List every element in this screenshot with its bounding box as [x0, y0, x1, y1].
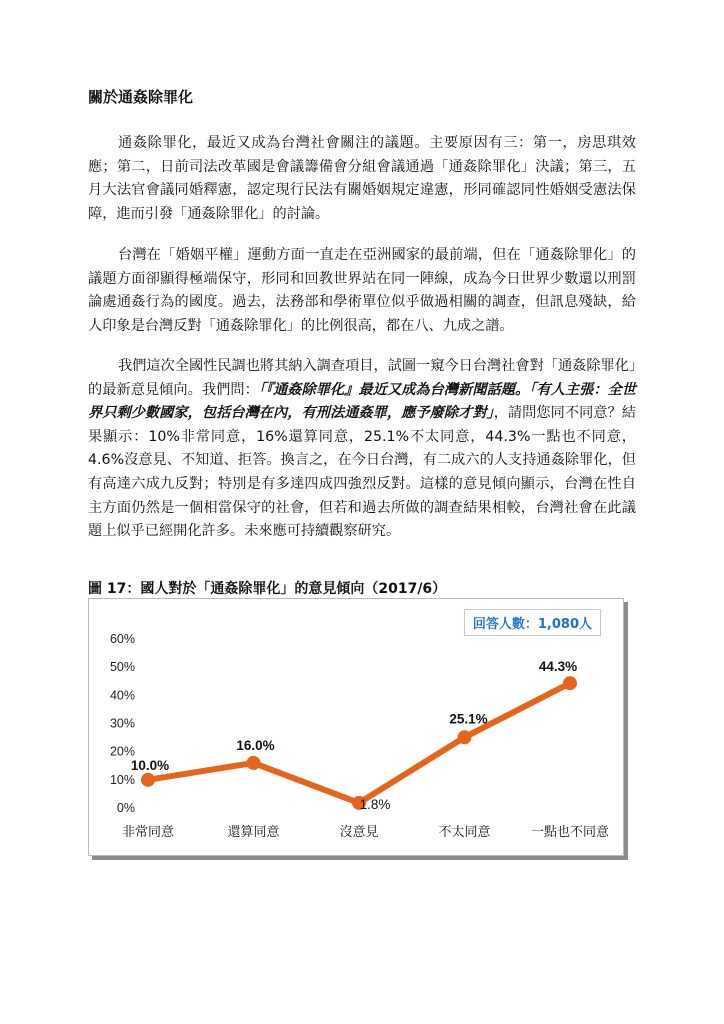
x-tick-label: 一點也不同意 — [530, 825, 610, 840]
x-tick-label: 還算同意 — [227, 825, 280, 840]
x-tick-label: 不太同意 — [438, 825, 491, 840]
survey-question: 「『通姦除罪化』最近又成為台灣新聞話題。「有人主張：全世界只剩少數國家，包括台灣在內，有刑法通姦罪，應予廢除才對」 — [88, 381, 636, 422]
x-tick-label: 非常同意 — [121, 825, 175, 840]
y-tick-label: 50% — [109, 660, 135, 675]
data-label: 10.0% — [130, 757, 170, 773]
paragraph-2: 台灣在「婚姻平權」運動方面一直走在亞洲國家的最前端，但在「通姦除罪化」的議題方面卻顯得極端保守，形同和回教世界站在同一陣線，成為今日世界少數還以刑罰論處通姦行為的國度。過去，法務部和學術單位似乎做過相關的調查，但訊息殘缺，給人印象是台灣反對「通姦除罪化」的比例很高，都在八、九成之譜。 — [88, 247, 636, 334]
data-point — [247, 756, 261, 770]
figure-caption: 圖 17：國人對於「通姦除罪化」的意見傾向（2017/6） — [88, 581, 447, 597]
section-heading: 關於通姦除罪化 — [88, 88, 194, 106]
paragraph-3-results: ，請問您同不同意？結果顯示：10%非常同意，16%還算同意，25.1%不太同意，44.3%一點也不同意，4.6%沒意見、不知道、拒答。換言之，在今日台灣，有二成六的人支持通姦除罪化，但有高達六成九反對；特別是有多達四成四強烈反對。這樣的意見傾向顯示，台灣在性自主方面仍然是一個相當保守的社會，但若和過去所做的調查結果相較，台灣社會在此議題上似乎已經開化許多。未來應可持續觀察研究。 — [88, 405, 636, 540]
data-point — [458, 730, 472, 744]
data-label: 16.0% — [236, 737, 275, 753]
y-tick-label: 20% — [109, 744, 135, 759]
data-point — [563, 676, 577, 690]
respondents-badge: 回答人數：1,080人 — [464, 609, 601, 636]
data-label: 44.3% — [538, 659, 578, 675]
data-label: 25.1% — [449, 711, 488, 727]
y-tick-label: 10% — [109, 772, 135, 787]
y-tick-label: 40% — [109, 688, 135, 703]
data-point — [141, 773, 155, 787]
y-tick-label: 0% — [116, 801, 135, 815]
paragraph-3-intro: 我們這次全國性民調也將其納入調查項目，試圖一窺今日台灣社會對「通姦除罪化」的最新意見傾向。我們問： — [88, 358, 636, 398]
paragraph-3 — [88, 355, 636, 544]
y-tick-label: 30% — [109, 716, 135, 731]
line-chart — [89, 599, 623, 855]
chart-frame — [88, 598, 624, 856]
data-label: 1.8% — [359, 796, 391, 812]
series-line — [148, 683, 570, 803]
x-tick-label: 沒意見 — [339, 825, 379, 840]
paragraph-1: 通姦除罪化，最近又成為台灣社會關注的議題。主要原因有三：第一，房思琪效應；第二，日前司法改革國是會議籌備會分組會議通過「通姦除罪化」決議；第三，五月大法官會議同婚釋憲，認定現行民法有關婚姻規定違憲，形同確認同性婚姻受憲法保障，進而引發「通姦除罪化」的討論。 — [88, 135, 636, 222]
y-tick-label: 60% — [109, 632, 135, 646]
